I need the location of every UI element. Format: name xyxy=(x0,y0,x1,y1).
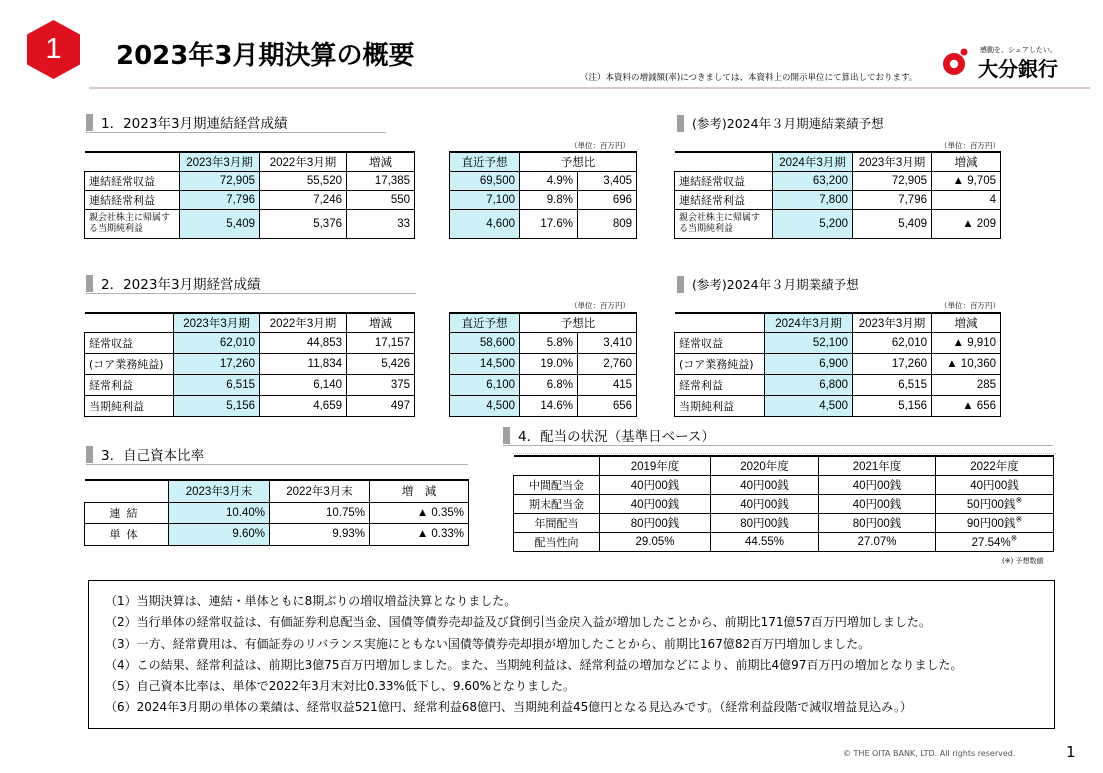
cell: 6,515 xyxy=(174,374,260,395)
cell: 40円00銭 xyxy=(711,494,819,513)
cell: 40円00銭 xyxy=(600,475,711,494)
col-header: 2023年3月末 xyxy=(169,480,270,502)
summary-item: （3）一方、経常費用は、有価証券のリバランス実施にともない国債等債券売却損が増加したことから、前期比167億82百万円増加しました。 xyxy=(105,636,871,651)
cell: 29.05% xyxy=(600,532,711,551)
cell: 80円00銭 xyxy=(711,513,819,532)
ref1-table xyxy=(674,151,1001,239)
cell: 40円00銭 xyxy=(600,494,711,513)
cell-value: 90円00銭 xyxy=(966,517,1016,530)
cell: 58,600 xyxy=(450,332,520,353)
cell: 5,426 xyxy=(347,353,415,374)
cell: 6,100 xyxy=(450,374,520,395)
summary-item: （5）自己資本比率は、単体で2022年3月末対比0.33%低下し、9.60%となりました。 xyxy=(105,679,576,694)
col-header: 2024年3月期 xyxy=(773,152,853,171)
cell: 69,500 xyxy=(450,171,520,190)
row-label: 経常利益 xyxy=(85,374,174,395)
cell: 17,260 xyxy=(853,353,932,374)
dividend-table xyxy=(513,455,1054,552)
cell: 55,520 xyxy=(260,171,347,190)
col-header: 2022年3月期 xyxy=(260,313,347,332)
cell: 9.93% xyxy=(270,523,370,545)
section3-heading xyxy=(86,444,468,465)
cell: 40円00銭 xyxy=(819,494,936,513)
table-row xyxy=(514,513,1054,532)
row-label: (コア業務純益) xyxy=(85,353,174,374)
cell: 80円00銭 xyxy=(600,513,711,532)
cell: ▲ 0.35% xyxy=(370,502,469,523)
section-bar xyxy=(86,275,93,292)
table-row xyxy=(514,475,1054,494)
table-row xyxy=(450,374,637,395)
table-row xyxy=(85,395,415,416)
cell xyxy=(936,475,1054,494)
page-number-badge xyxy=(23,19,84,80)
cell: 5,376 xyxy=(260,209,347,238)
cell: 3,405 xyxy=(578,171,637,190)
cell: 40円00銭 xyxy=(711,475,819,494)
col-header: 増減 xyxy=(347,152,415,171)
table-row xyxy=(85,171,415,190)
cell: 7,796 xyxy=(180,190,260,209)
table-row xyxy=(450,332,637,353)
cell: 375 xyxy=(347,374,415,395)
row-label: 経常利益 xyxy=(675,374,765,395)
row-label: 中間配当金 xyxy=(514,475,600,494)
cell: 9.60% xyxy=(169,523,270,545)
cell: 696 xyxy=(578,190,637,209)
summary-box xyxy=(88,580,1055,729)
cell-value: 50円00銭 xyxy=(966,498,1016,511)
summary-item: （1）当期決算は、連結・単体ともに8期ぶりの増収増益決算となりました。 xyxy=(105,594,517,608)
cell: 5,409 xyxy=(180,209,260,238)
table-row xyxy=(675,209,1001,238)
table-row xyxy=(675,395,1001,416)
cell: ▲ 209 xyxy=(932,209,1001,238)
cell: 17,385 xyxy=(347,171,415,190)
summary-item: （2）当行単体の経常収益は、有価証券利息配当金、国債等債券売却益及び貸倒引当金戻入益が増加したことから、前期比171億57百万円増加しました。 xyxy=(105,615,931,630)
col-header: 2022年3月期 xyxy=(260,152,347,171)
cell xyxy=(936,532,1054,551)
cell: 7,246 xyxy=(260,190,347,209)
cell: 72,905 xyxy=(180,171,260,190)
col-header: 2019年度 xyxy=(600,456,711,475)
table-row xyxy=(85,209,415,238)
table-row xyxy=(675,171,1001,190)
table-row xyxy=(675,374,1001,395)
section1-title: 1．2023年3月期連結経営成績 xyxy=(101,116,288,132)
section2-heading xyxy=(86,273,416,294)
section1-unit: （単位：百万円） xyxy=(570,141,630,150)
cell: 5,409 xyxy=(853,209,932,238)
row-label: 当期純利益 xyxy=(85,395,174,416)
ref2-title: (参考)2024年３月期業績予想 xyxy=(692,277,859,292)
cell: 6,140 xyxy=(260,374,347,395)
logo-name: 大分銀行 xyxy=(978,57,1058,81)
col-header: 予想比 xyxy=(520,152,637,171)
cell: 17.6% xyxy=(520,209,578,238)
section-bar xyxy=(86,114,93,131)
cell: 2,760 xyxy=(578,353,637,374)
table-row xyxy=(450,353,637,374)
row-label: 連結 xyxy=(85,502,169,523)
col-header: 増減 xyxy=(932,313,1001,332)
row-label: 経常収益 xyxy=(675,332,765,353)
section1-table-forecast xyxy=(449,151,637,239)
row-label: 連結経常収益 xyxy=(675,171,773,190)
cell: 5,156 xyxy=(853,395,932,416)
cell: 80円00銭 xyxy=(819,513,936,532)
cell: 656 xyxy=(578,395,637,416)
table-row xyxy=(450,395,637,416)
cell: 40円00銭 xyxy=(819,475,936,494)
col-header: 2023年3月期 xyxy=(853,313,932,332)
cell: 44,853 xyxy=(260,332,347,353)
cell: 6,800 xyxy=(765,374,853,395)
ref2-heading xyxy=(677,275,863,293)
row-label: 連結経常収益 xyxy=(85,171,180,190)
table-row xyxy=(514,532,1054,551)
table-row xyxy=(85,353,415,374)
col-header: 増 減 xyxy=(370,480,469,502)
cell: ▲ 0.33% xyxy=(370,523,469,545)
col-header: 2022年度 xyxy=(936,456,1054,475)
ref1-heading xyxy=(677,114,888,132)
table-row xyxy=(450,171,637,190)
col-header: 直近予想 xyxy=(450,152,520,171)
cell: 550 xyxy=(347,190,415,209)
cell: 17,157 xyxy=(347,332,415,353)
cell xyxy=(936,513,1054,532)
cell: 19.0% xyxy=(520,353,578,374)
cell: 415 xyxy=(578,374,637,395)
header-note: （注）本資料の増減額(率)につきましては、本資料上の開示単位にて算出しております。 xyxy=(580,73,918,83)
row-label: 経常収益 xyxy=(85,332,174,353)
section2-title: 2．2023年3月期経営成績 xyxy=(101,277,261,293)
col-header: 予想比 xyxy=(520,313,637,332)
cell: 5,200 xyxy=(773,209,853,238)
table-row xyxy=(85,374,415,395)
cell: 5,156 xyxy=(174,395,260,416)
cell: 62,010 xyxy=(853,332,932,353)
cell: 72,905 xyxy=(853,171,932,190)
col-header: 2023年3月期 xyxy=(174,313,260,332)
table-row xyxy=(675,332,1001,353)
section2-table-results xyxy=(84,312,415,417)
page-number: 1 xyxy=(1066,743,1076,761)
col-header: 2022年3月末 xyxy=(270,480,370,502)
section3-title: 3．自己資本比率 xyxy=(101,448,205,464)
table-row xyxy=(675,353,1001,374)
cell: 6.8% xyxy=(520,374,578,395)
col-header: 2024年3月期 xyxy=(765,313,853,332)
summary-item: （4）この結果、経常利益は、前期比3億75百万円増加しました。また、当期純利益は、経常利益の増加などにより、前期比4億97百万円の増加となりました。 xyxy=(105,657,963,672)
ref1-title: (参考)2024年３月期連結業績予想 xyxy=(692,116,884,131)
col-header: 2021年度 xyxy=(819,456,936,475)
cell: 4 xyxy=(932,190,1001,209)
row-label: 連結経常利益 xyxy=(675,190,773,209)
copyright: © THE OITA BANK, LTD. All rights reserved. xyxy=(843,749,1016,758)
table-row xyxy=(85,523,469,545)
section2-unit: （単位：百万円） xyxy=(570,301,630,310)
section-bar xyxy=(86,446,93,463)
cell: 4,500 xyxy=(765,395,853,416)
cell: 3,410 xyxy=(578,332,637,353)
cell: 4,500 xyxy=(450,395,520,416)
cell: 4,659 xyxy=(260,395,347,416)
forecast-note: (※) 予想数値 xyxy=(1002,557,1044,565)
cell: 4,600 xyxy=(450,209,520,238)
col-header: 増減 xyxy=(932,152,1001,171)
cell: 6,515 xyxy=(853,374,932,395)
section4-title: 4．配当の状況（基準日ベース） xyxy=(518,429,715,445)
cell: 9.8% xyxy=(520,190,578,209)
table-row xyxy=(85,332,415,353)
section1-table-results xyxy=(84,151,415,239)
section-bar xyxy=(677,115,684,132)
cell: 14.6% xyxy=(520,395,578,416)
col-header: 増減 xyxy=(347,313,415,332)
row-label: (コア業務純益) xyxy=(675,353,765,374)
cell: 4.9% xyxy=(520,171,578,190)
summary-item: （6）2024年3月期の単体の業績は、経常収益521億円、経常利益68億円、当期純利益45億円となる見込みです。（経常利益段階で減収増益見込み。） xyxy=(105,700,913,715)
forecast-mark: ※ xyxy=(1010,534,1018,544)
cell: 285 xyxy=(932,374,1001,395)
header-divider xyxy=(89,87,1090,89)
badge-number: 1 xyxy=(45,33,62,65)
bank-logo xyxy=(940,43,1080,79)
cell: 497 xyxy=(347,395,415,416)
row-label: 配当性向 xyxy=(514,532,600,551)
cell: 27.07% xyxy=(819,532,936,551)
cell: 10.40% xyxy=(169,502,270,523)
table-row xyxy=(450,190,637,209)
cell: 6,900 xyxy=(765,353,853,374)
ref2-table xyxy=(674,312,1001,417)
cell: 11,834 xyxy=(260,353,347,374)
page-title: 2023年3月期決算の概要 xyxy=(116,41,415,71)
cell: ▲ 9,910 xyxy=(932,332,1001,353)
col-header: 2023年3月期 xyxy=(853,152,932,171)
cell: 63,200 xyxy=(773,171,853,190)
cell: 809 xyxy=(578,209,637,238)
logo-tagline: 感動を、シェアしたい。 xyxy=(980,46,1057,54)
cell: 62,010 xyxy=(174,332,260,353)
logo-mark-icon xyxy=(940,47,970,77)
cell: 52,100 xyxy=(765,332,853,353)
cell: 10.75% xyxy=(270,502,370,523)
ref1-unit: （単位：百万円） xyxy=(940,141,1000,150)
cell: ▲ 10,360 xyxy=(932,353,1001,374)
cell: ▲ 656 xyxy=(932,395,1001,416)
section1-heading xyxy=(86,112,386,133)
forecast-mark: ※ xyxy=(1015,495,1023,505)
section4-heading xyxy=(503,425,1053,446)
cell-value: 27.54% xyxy=(971,536,1011,549)
table-row xyxy=(450,209,637,238)
section-bar xyxy=(503,427,510,444)
row-label: 親会社株主に帰属する当期純利益 xyxy=(675,209,773,238)
cell xyxy=(936,494,1054,513)
cell: 33 xyxy=(347,209,415,238)
row-label: 単体 xyxy=(85,523,169,545)
table-row xyxy=(85,502,469,523)
row-label: 親会社株主に帰属する当期純利益 xyxy=(85,209,180,238)
cell-value: 40円00銭 xyxy=(970,479,1019,492)
cell: 5.8% xyxy=(520,332,578,353)
section3-table xyxy=(84,479,469,546)
cell: 14,500 xyxy=(450,353,520,374)
section2-table-forecast xyxy=(449,312,637,417)
cell: 7,100 xyxy=(450,190,520,209)
table-row xyxy=(675,190,1001,209)
row-label: 年間配当 xyxy=(514,513,600,532)
cell: 7,796 xyxy=(853,190,932,209)
section-bar xyxy=(677,276,684,293)
col-header: 直近予想 xyxy=(450,313,520,332)
table-row xyxy=(85,190,415,209)
cell: 44.55% xyxy=(711,532,819,551)
ref2-unit: （単位：百万円） xyxy=(940,301,1000,310)
forecast-mark: ※ xyxy=(1015,514,1023,524)
cell: 7,800 xyxy=(773,190,853,209)
cell: 17,260 xyxy=(174,353,260,374)
cell: ▲ 9,705 xyxy=(932,171,1001,190)
row-label: 連結経常利益 xyxy=(85,190,180,209)
col-header: 2020年度 xyxy=(711,456,819,475)
row-label: 期末配当金 xyxy=(514,494,600,513)
row-label: 当期純利益 xyxy=(675,395,765,416)
table-row xyxy=(514,494,1054,513)
col-header: 2023年3月期 xyxy=(180,152,260,171)
